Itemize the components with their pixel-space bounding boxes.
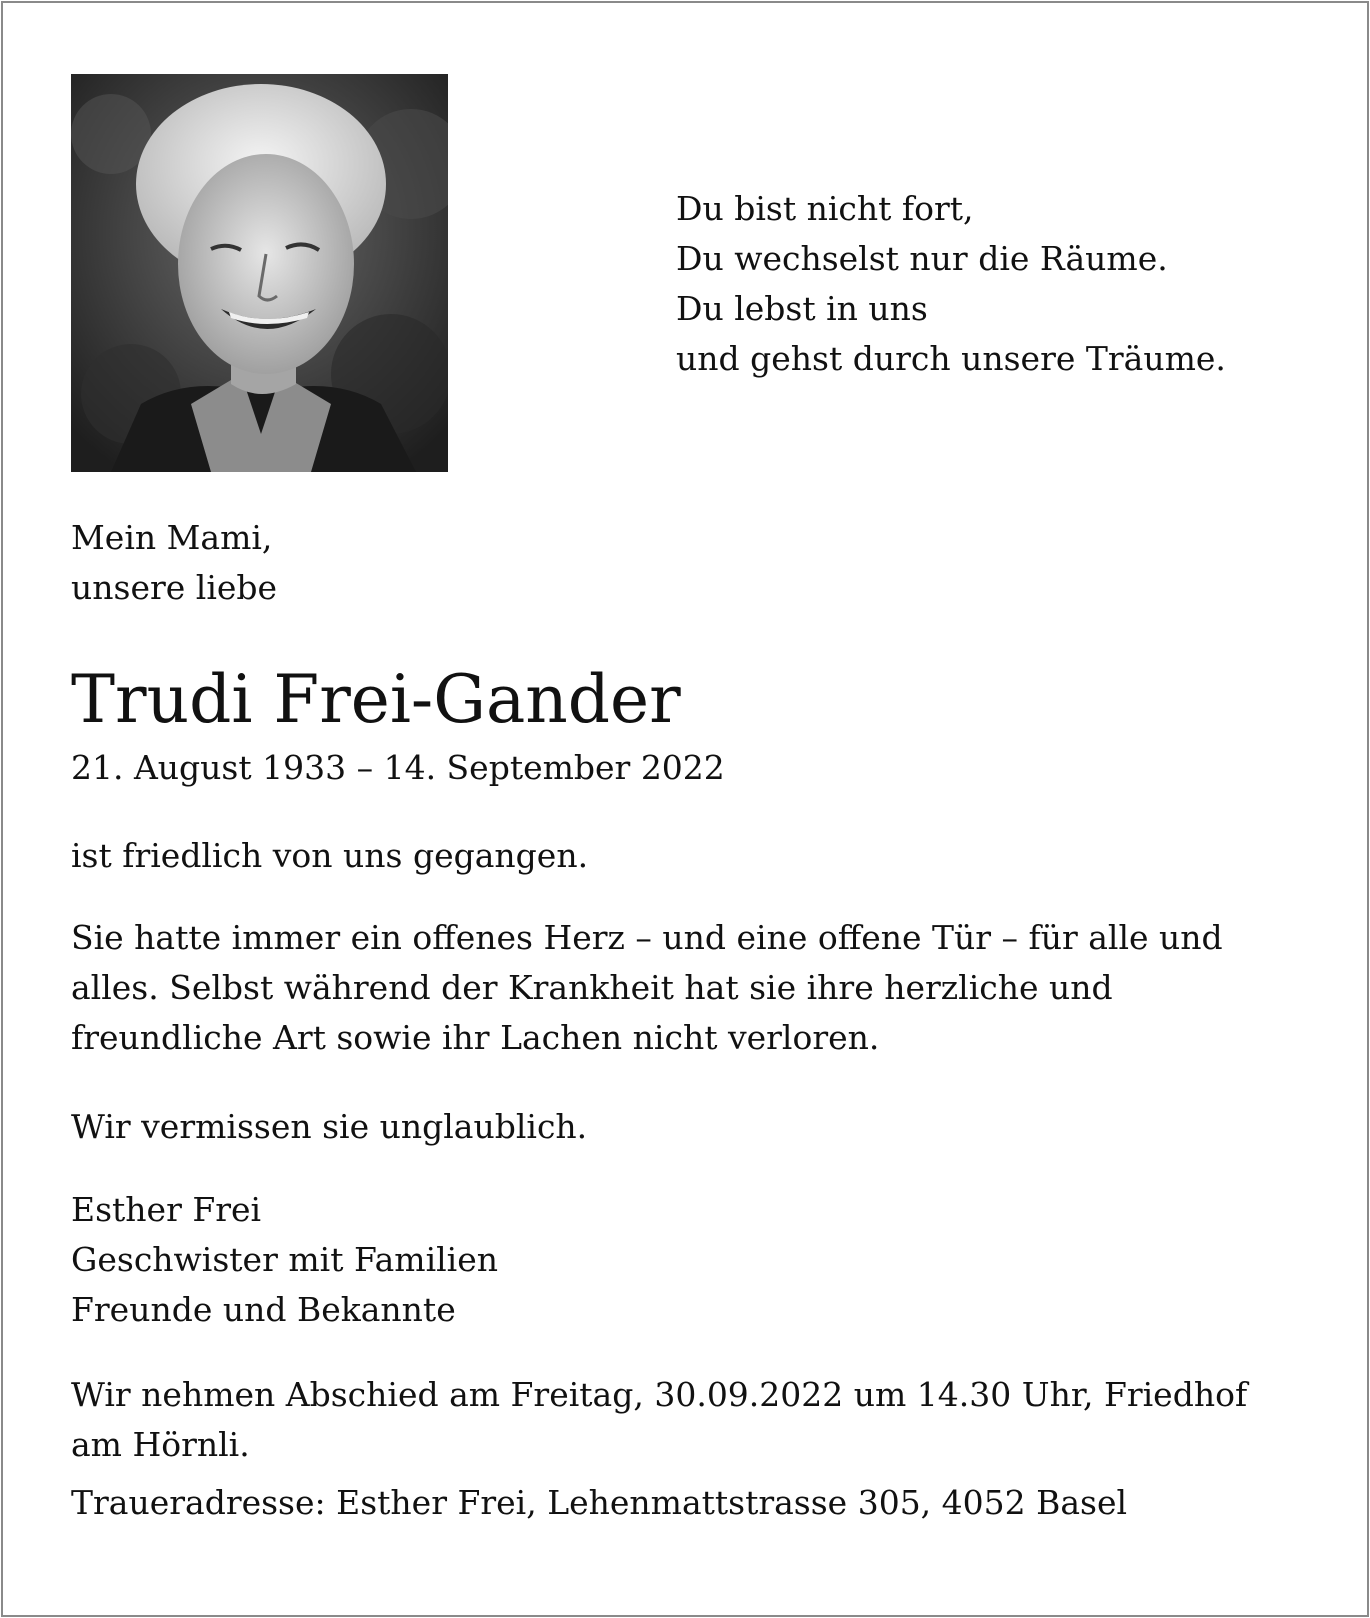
- farewell-line: am Hörnli.: [71, 1425, 250, 1464]
- deceased-name: Trudi Frei-Gander: [71, 661, 681, 738]
- portrait-photo: [71, 74, 448, 472]
- portrait-photo-icon: [71, 74, 448, 472]
- tribute-line: freundliche Art sowie ihr Lachen nicht verloren.: [71, 1018, 880, 1057]
- intro: [71, 513, 277, 613]
- life-dates: 21. August 1933 – 14. September 2022: [71, 748, 725, 787]
- farewell-info: [71, 1370, 1247, 1470]
- passed-text: ist friedlich von uns gegangen.: [71, 836, 589, 875]
- poem: [676, 184, 1226, 384]
- mourning-address: Traueradresse: Esther Frei, Lehenmattstrasse 305, 4052 Basel: [71, 1483, 1128, 1522]
- intro-line: unsere liebe: [71, 568, 278, 607]
- poem-line: und gehst durch unsere Träume.: [676, 339, 1226, 378]
- signer: Esther Frei: [71, 1190, 262, 1229]
- signer: Freunde und Bekannte: [71, 1290, 456, 1329]
- poem-line: Du bist nicht fort,: [676, 189, 974, 228]
- farewell-line: Wir nehmen Abschied am Freitag, 30.09.2022 um 14.30 Uhr, Friedhof: [71, 1375, 1248, 1414]
- tribute-line: Sie hatte immer ein offenes Herz – und eine offene Tür – für alle und: [71, 918, 1223, 957]
- poem-line: Du wechselst nur die Räume.: [676, 239, 1168, 278]
- signers: [71, 1185, 498, 1335]
- poem-line: Du lebst in uns: [676, 289, 928, 328]
- miss-text: Wir vermissen sie unglaublich.: [71, 1107, 588, 1146]
- signer: Geschwister mit Familien: [71, 1240, 499, 1279]
- tribute-line: alles. Selbst während der Krankheit hat sie ihre herzliche und: [71, 968, 1113, 1007]
- intro-line: Mein Mami,: [71, 518, 273, 557]
- tribute-paragraph: [71, 913, 1223, 1063]
